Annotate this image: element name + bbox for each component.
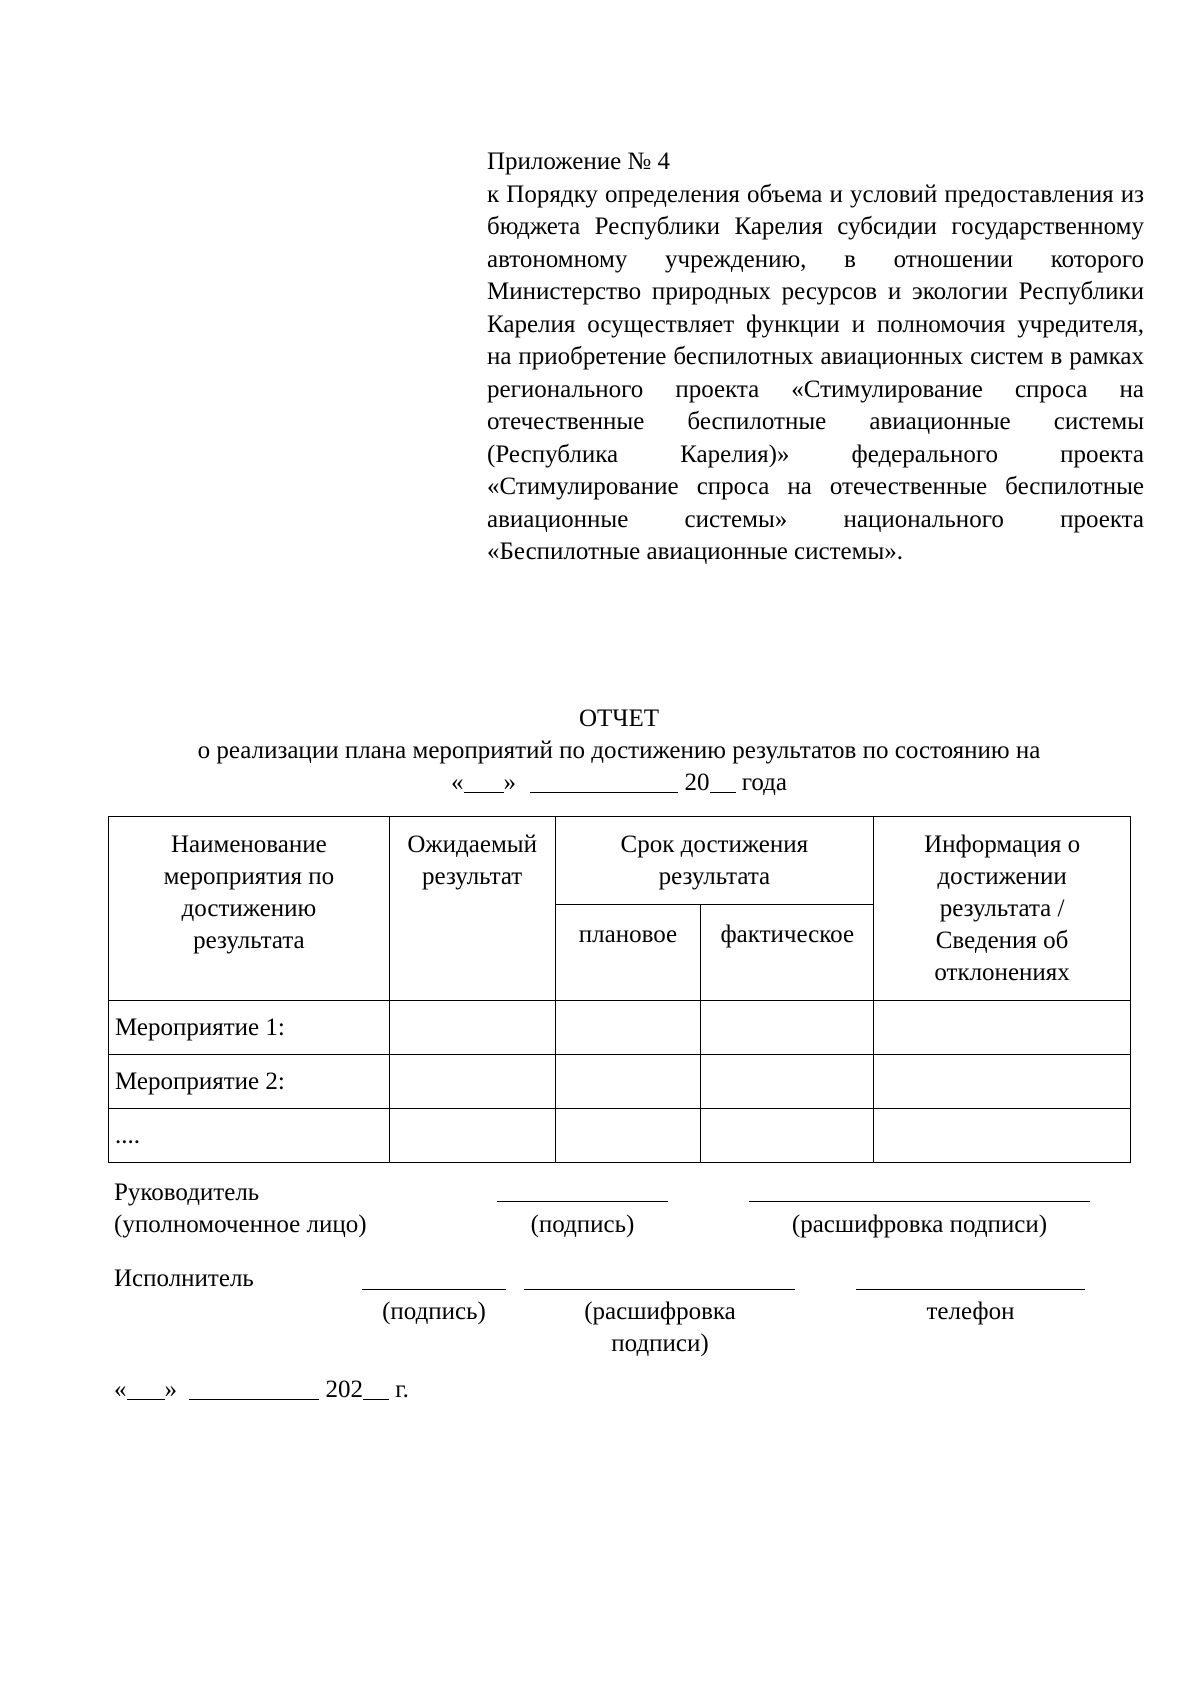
- date-open-quote: «: [451, 769, 464, 796]
- day-blank: [464, 768, 504, 793]
- executor-decode-caption: (расшифровка подписи): [584, 1298, 736, 1357]
- report-table: [108, 816, 1131, 1163]
- table-cell: [555, 1001, 701, 1055]
- table-cell: [389, 1055, 555, 1109]
- head-decode-line: [749, 1201, 1090, 1202]
- table-cell: [389, 1001, 555, 1055]
- head-label-line-1: Руководитель: [114, 1179, 260, 1206]
- footer-month-blank: [189, 1375, 319, 1400]
- executor-signature-caption: (подпись): [382, 1298, 486, 1325]
- header-actual: фактическое: [701, 905, 874, 1001]
- header-deadline: Срок достижения результата: [555, 817, 874, 905]
- table-cell: [874, 1055, 1131, 1109]
- table-cell: [701, 1001, 874, 1055]
- table-cell: [555, 1055, 701, 1109]
- date-suffix: года: [741, 769, 787, 796]
- footer-open-quote: «: [114, 1376, 127, 1403]
- date-close-quote: »: [503, 769, 516, 796]
- executor-phone-caption: телефон: [926, 1298, 1015, 1325]
- table-row: [109, 1109, 1131, 1163]
- header-name: Наименование мероприятия по достижению результата: [109, 817, 390, 1001]
- footer-date: [114, 1374, 409, 1406]
- executor-label: Исполнитель: [114, 1265, 254, 1292]
- footer-day-blank: [127, 1375, 165, 1400]
- header-expected: Ожидаемый результат: [389, 817, 555, 1001]
- year-blank: [710, 768, 736, 793]
- report-date-line: [108, 767, 1130, 799]
- row-label: Мероприятие 2:: [109, 1055, 390, 1109]
- table-cell: [874, 1001, 1131, 1055]
- header-planned: плановое: [555, 905, 701, 1001]
- row-label: ....: [109, 1109, 390, 1163]
- footer-close-quote: »: [164, 1376, 177, 1403]
- footer-year-prefix: 202: [325, 1376, 363, 1403]
- report-title: ОТЧЕТ: [578, 705, 660, 732]
- annex-title: Приложение № 4: [487, 148, 671, 175]
- head-label-line-2: (уполномоченное лицо): [114, 1211, 367, 1238]
- annex-text: к Порядку определения объема и условий предоставления из бюджета Республики Карелия субсидии государственному автономному учреждению, в отношении которого Министерство природных ресурсов и экологии Республики Карелия осуществляет функции и полномочия учредителя, на приобретение беспилотных авиационных систем в рамках регионального проекта «Стимулирование спроса на отечественные беспилотные авиационные системы (Республика Карелия)» федерального проекта «Стимулирование спроса на отечественные беспилотные авиационные системы» национального проекта «Беспилотные авиационные системы».: [487, 180, 1144, 565]
- head-label: [114, 1177, 367, 1241]
- head-signature-line: [497, 1201, 668, 1202]
- table-row: [109, 1055, 1131, 1109]
- executor-decode-line: [524, 1289, 795, 1290]
- header-info: Информация о достижении результата / Сведения об отклонениях: [874, 817, 1131, 1001]
- report-heading: [108, 703, 1130, 799]
- table-cell: [874, 1109, 1131, 1163]
- executor-phone-line: [856, 1289, 1085, 1290]
- row-label: Мероприятие 1:: [109, 1001, 390, 1055]
- table-cell: [701, 1109, 874, 1163]
- date-century: 20: [684, 769, 710, 796]
- annex-block: [487, 146, 1144, 569]
- table-cell: [555, 1109, 701, 1163]
- head-decode-caption: (расшифровка подписи): [791, 1211, 1048, 1238]
- executor-signature-line: [362, 1289, 506, 1290]
- table-row: [109, 1001, 1131, 1055]
- report-subtitle: о реализации плана мероприятий по достижению результатов по состоянию на: [197, 737, 1041, 764]
- footer-year-blank: [363, 1375, 389, 1400]
- head-signature-caption: (подпись): [530, 1211, 635, 1238]
- month-blank: [530, 768, 678, 793]
- table-cell: [389, 1109, 555, 1163]
- footer-year-suffix: г.: [395, 1376, 409, 1403]
- table-cell: [701, 1055, 874, 1109]
